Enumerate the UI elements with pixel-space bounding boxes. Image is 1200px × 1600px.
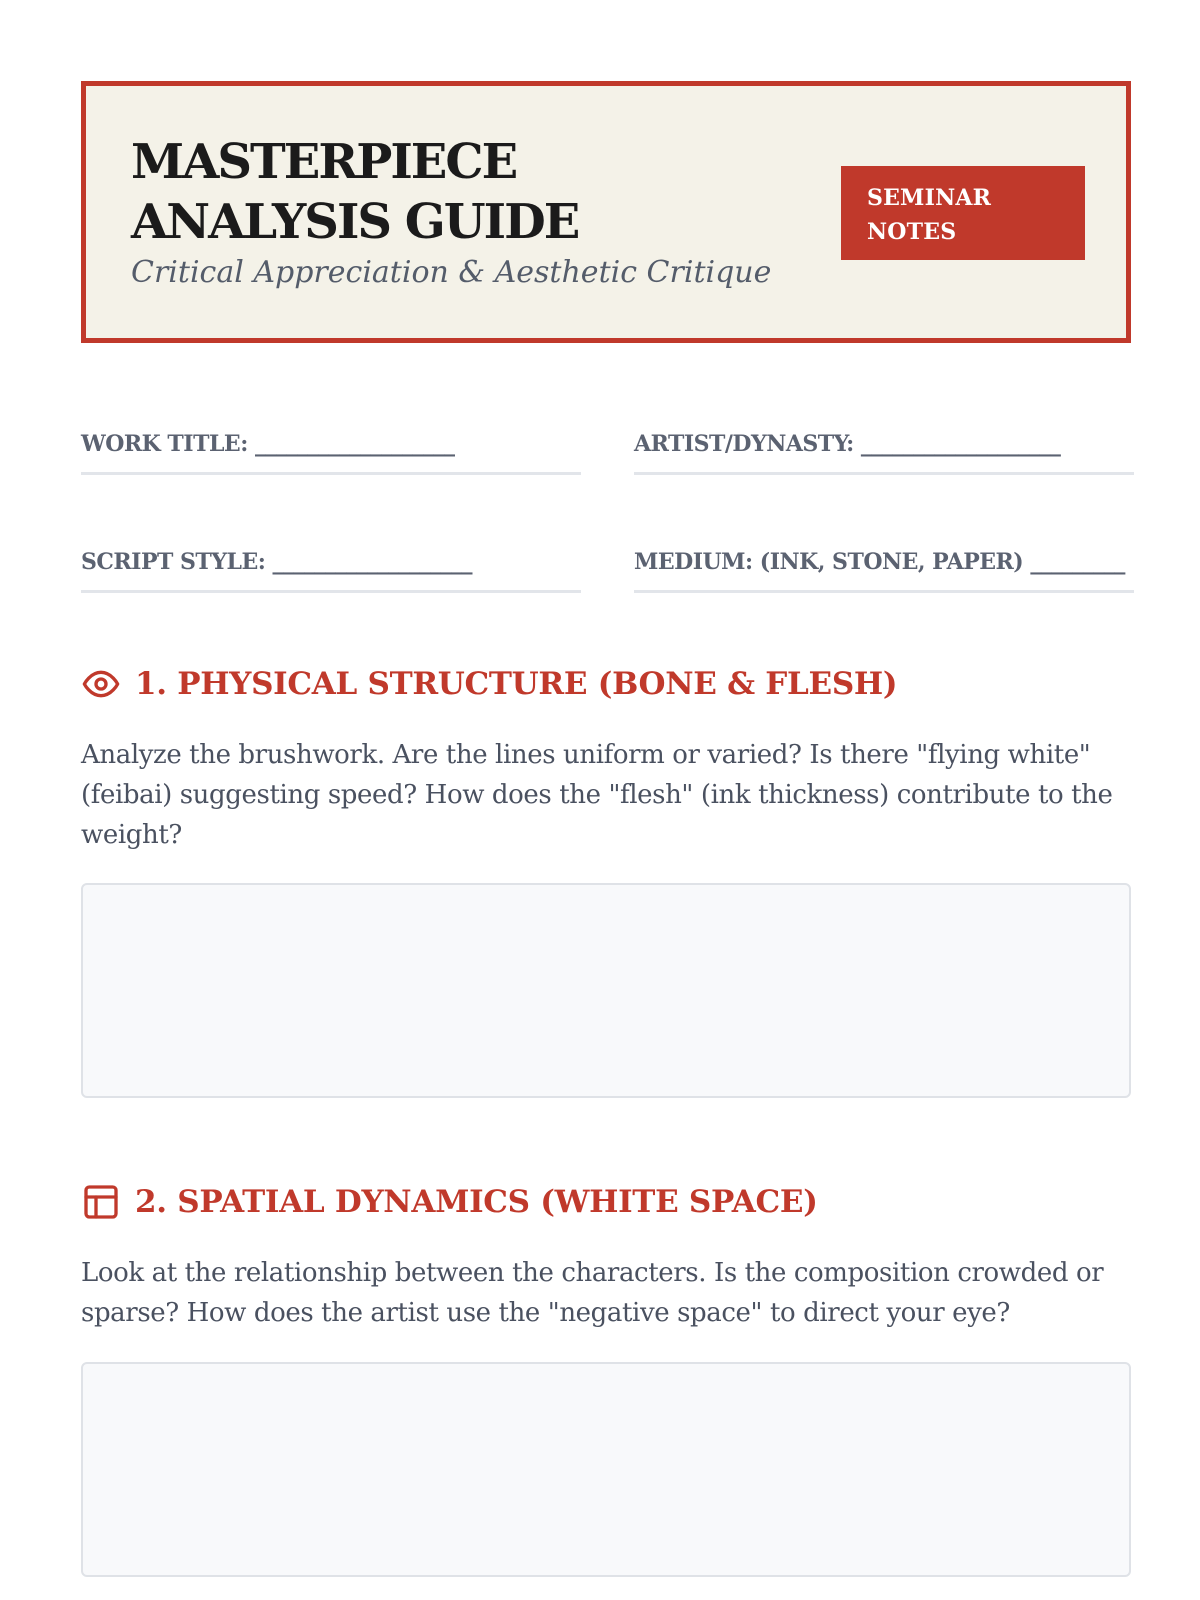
page-subtitle: Critical Appreciation & Aesthetic Critique (131, 255, 772, 290)
section-2-heading (81, 1180, 818, 1224)
section-2-answer-box[interactable] (81, 1362, 1131, 1577)
section-1-title: 1. PHYSICAL STRUCTURE (BONE & FLESH) (135, 666, 898, 702)
badge-line-2: NOTES (867, 219, 957, 245)
medium-label: MEDIUM: (INK, STONE, PAPER) _________ (634, 549, 1125, 575)
medium-field[interactable] (634, 533, 1134, 593)
artist-dynasty-field[interactable] (634, 415, 1134, 475)
eye-icon (81, 664, 121, 704)
artist-dynasty-label: ARTIST/DYNASTY: ___________________ (634, 431, 1061, 457)
seminar-notes-badge (841, 166, 1085, 260)
page-title: MASTERPIECE ANALYSIS GUIDE (131, 134, 579, 250)
section-1-prompt: Analyze the brushwork. Are the lines uniform or varied? Is there "flying white" (feibai) suggesting speed? How does the "flesh" (ink thickness) contribute to the weight? (81, 740, 1113, 850)
header-box (81, 81, 1131, 343)
script-style-field[interactable] (81, 533, 581, 593)
section-1-heading (81, 662, 897, 706)
section-2-title: 2. SPATIAL DYNAMICS (WHITE SPACE) (135, 1184, 818, 1220)
script-style-label: SCRIPT STYLE: ___________________ (81, 549, 473, 575)
layout-icon (81, 1182, 121, 1222)
badge-line-1: SEMINAR (867, 185, 992, 211)
section-2-prompt: Look at the relationship between the characters. Is the composition crowded or sparse? How does the artist use the "negative space" to direct your eye? (81, 1258, 1104, 1328)
work-title-field[interactable] (81, 415, 581, 475)
section-1-answer-box[interactable] (81, 883, 1131, 1098)
work-title-label: WORK TITLE: ___________________ (81, 431, 455, 457)
